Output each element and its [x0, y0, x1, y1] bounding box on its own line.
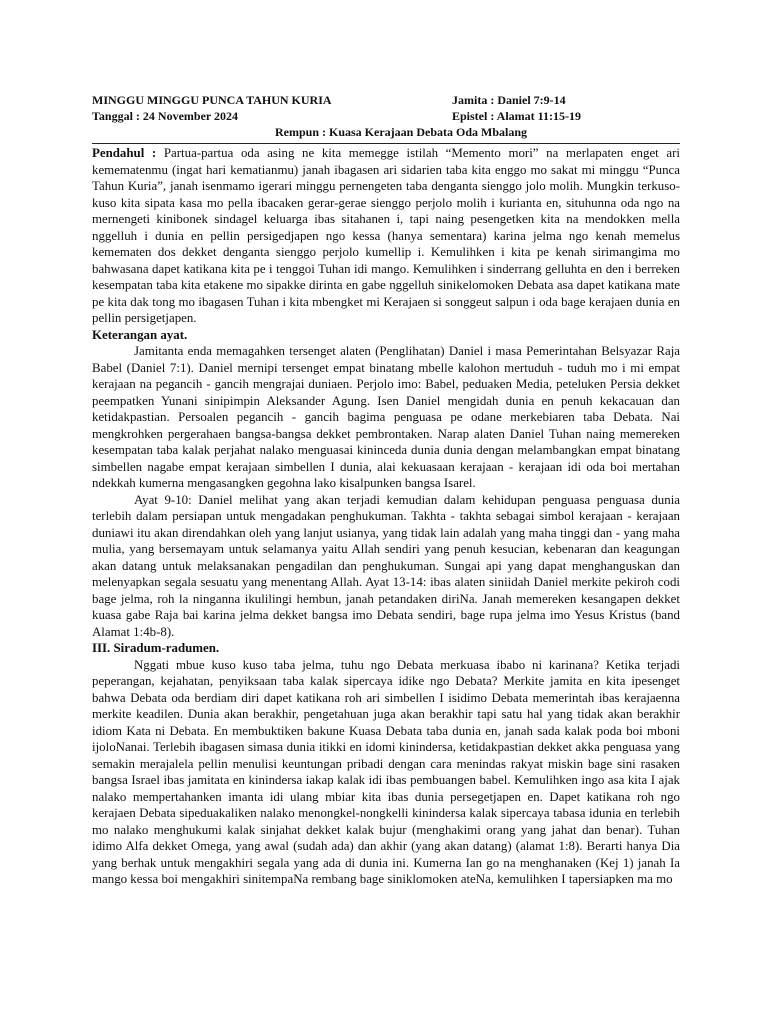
- document-page: [92, 92, 680, 888]
- document-header: [92, 92, 680, 140]
- keterangan-paragraph-2: Ayat 9-10: Daniel melihat yang akan terjadi kemudian dalam kehidupan penguasa penguasa dunia terlebih dalam persiapan untuk mengadakan penghukuman. Takhta - takhta sebagai simbol kerajaan - kerajaan duniawi itu akan direndahkan oleh yang lanjut usianya, yang tidak lain adalah yang maha tinggi dan - yang maha mulia, yang bersemayam untuk selamanya yaitu Allah sendiri yang penuh kesucian, kebenaran dan keagungan akan datang untuk melaksanakan pengadilan dan penghukuman. Sungai api yang dapat menghanguskan dan melenyapkan segala sesuatu yang menentang Allah. Ayat 13-14: ibas alaten siniidah Daniel merkite pekiroh codi bage jelma, roh la ninganna ikulilingi hembun, janah petandaken diriNa. Janah memereken kesangapen dekket kuasa gabe Raja bai karina jelma dekket bangsa imo Debata sendiri, bage rupa jelma imo Yesus Kristus (band Alamat 1:4b-8).: [92, 492, 680, 639]
- keterangan-heading: Keterangan ayat.: [92, 327, 188, 342]
- document-body: [92, 145, 680, 888]
- siradum-heading: III. Siradum-radumen.: [92, 641, 220, 655]
- jamita-reference: Jamita : Daniel 7:9-14: [452, 93, 566, 107]
- header-divider: [92, 143, 680, 144]
- pendahul-paragraph: [92, 145, 680, 327]
- keterangan-paragraph-1: Jamitanta enda memagahken tersenget alaten (Penglihatan) Daniel i masa Pemerintahan Belsyazar Raja Babel (Daniel 7:1). Daniel mernipi tersenget empat binatang mbelle kalohon mertuduh - tuduh mo i mi empat kerajaan na pegancih - gancih mengrajai duniaen. Perjolo imo: Babel, peduaken Media, peteluken Persia dekket peempatken Yunani sinipimpin Aleksander Agung. Isen Daniel mengidah dunia en penuh kekacauan dan ketidakpastian. Persoalen pegancih - gancih bagima penguasa pe odane merkebiaren taba Debata. Nai mengkrohken pergerahaen bangsa-bangsa dekket pembrontaken. Narap alaten Daniel Tuhan naing memereken kesempatan taba kalak perjahat nalako menguasai kininceda dunia dunia dengan melambangkan empat binatang simbellen nagabe empat kerajaan simbellen I dunia, alai kekuasaan kerajaan - kerajaan idi oda boi mertahan ndekkah kumerna mengasangken gegohna lako kisalpunken bangsa Isarel.: [92, 344, 680, 490]
- rempun-theme: Rempun : Kuasa Kerajaan Debata Oda Mbalang: [274, 125, 528, 139]
- epistel-reference: Epistel : Alamat 11:15-19: [452, 109, 581, 123]
- service-title: MINGGU MINGGU PUNCA TAHUN KURIA: [92, 93, 332, 107]
- pendahul-text: Partua-partua oda asing ne kita memegge istilah “Memento mori” na merlapaten enget ari kemematenmu (ingat hari kematianmu) janah ibagasen ari sidarien taba kita enggo mo sakat mi minggu “Punca Tahun Kuria”, janah isenmamo igerari minggu pernengeten taba denganta sienggo jolo molih. Mungkin terkuso-kuso kita sipata kasa mo pella ibacaken gerar-gerae sienggo perjolo molih i kurianta en, situhunna oda ngo na mernengeti kinibonek sindagel keluarga ibas sitahanen i, tapi naing pesengetken kita na mendokken mella nggelluh i dunia en pellin persigedjapen ngo kessa (hanya sementara) karina jelma ngo kenah memelus kemematen dos dekket denganta sienggo perjolo kumellip i. Kemulihken i kita pe kenah sirimangima mo bahwasana dapet katikana kita pe i tenggoi Tuhan idi mango. Kemulihken i sinderrang gelluhta en den i berreken kesempatan taba kita etakene mo sipakke dirinta en gabe nggelluh sinikelomoken Debata asa dapet katikana mate pe kita dak tong mo ibagasen Tuhan i kita mbengket mi Kerajaen si songgeut salpun i oda bage kerajaen dunia en pellin persigetjapen.: [92, 146, 680, 325]
- siradum-paragraph-1: Nggati mbue kuso kuso taba jelma, tuhu ngo Debata merkuasa ibabo ni karinana? Ketika terjadi peperangan, kejahatan, penyiksaan taba kalak sipercaya idike ngo Debata? Merkite jamita en kita ipesenget bahwa Debata oda berdiam diri dapet katikana roh ari simbellen I isidimo Debata memerintah ibas kerajaenna merkite keadilen. Dunia akan berakhir, pengetahuan juga akan berakhir tapi satu hal yang tidak akan berakhir idiom Kata ni Debata. En membuktiken bakune Kuasa Debata taba dunia en, janah sada kalak poda boi mboni ijoloNanai. Terlebih ibagasen simasa dunia itikki en idomi kinindersa, ketidakpastian dekket akka penguasa yang semakin merajalela pellin menulisi keuntungan pribadi dengan cara menindas rakyat miskin bage sini rasaken bangsa Israel ibas jamitata en kinindersa iakap kalak idi ibas pembuangen babel. Kemulihken ingo asa kita I ajak nalako mempertahanken imanta idi ulang mbiar kita ibas dunia persegetjapen en. Dapet katikana roh ngo kerajaen Debata sipeduakaliken nalako menongkel-nongkelli kinindersa kalak sipercaya tabasa idunia en terlebih mo nalako menghukumi kalak sinjahat dekket kalak bujur (menghakimi orang yang jahat dan benar). Tuhan idimo Alfa dekket Omega, yang awal (sudah ada) dan akhir (yang akan datang) (alamat 1:8). Berarti hanya Dia yang berhak untuk mengakhiri segala yang ada di dunia ini. Kumerna Ian go na menghanaken (Kej 1) janah Ia mango kessa boi mengakhiri sinitempaNa rembang bage siniklomoken ateNa, kemulihken I tapersiapken ma mo: [92, 657, 680, 886]
- service-date: Tanggal : 24 November 2024: [92, 109, 239, 123]
- pendahul-label: Pendahul :: [92, 146, 157, 160]
